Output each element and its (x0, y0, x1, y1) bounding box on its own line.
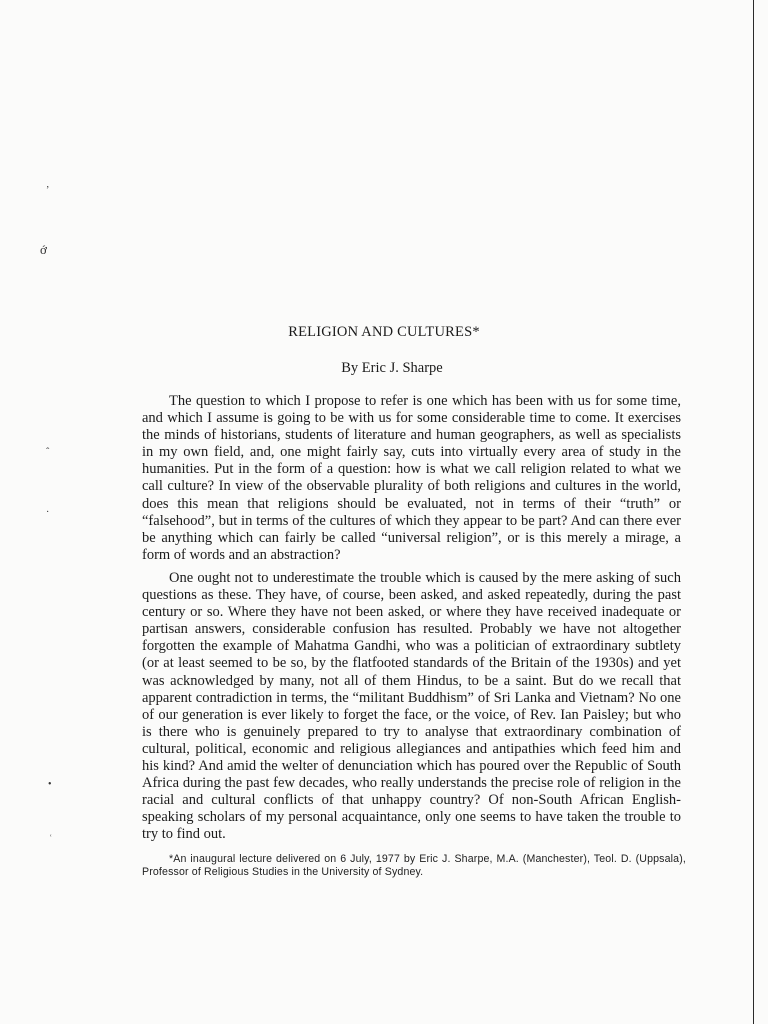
scan-speck: ˆ (46, 447, 50, 458)
scan-speck: • (48, 779, 52, 790)
scan-speck: ʼ (46, 185, 50, 196)
page-edge-line (753, 0, 754, 1024)
footnote: *An inaugural lecture delivered on 6 July, 1977 by Eric J. Sharpe, M.A. (Manchester), Teol. D. (Uppsala), Professor of Religious Studies in the University of Sydney. (142, 853, 686, 878)
author-byline: By Eric J. Sharpe (341, 360, 443, 376)
paragraph: The question to which I propose to refer is one which has been with us for some time, and which I assume is going to be with us for some considerable time to come. It exercises the minds of historians, students of literature and human geographers, as well as specialists in my own field, and, one might fairly say, cuts into virtually every area of study in the humanities. Put in the form of a question: how is what we call religion related to what we call culture? In view of the observable plurality of both religions and cultures in the world, does this mean that religions should be evaluated, not in terms of their “truth” or “falsehood”, but in terms of the cultures of which they appear to be part? And can there ever be anything which can fairly be called “universal religion”, or is this merely a mirage, a form of words and an abstraction? (142, 393, 681, 563)
scan-speck: ớ (40, 242, 47, 257)
paragraph: One ought not to underestimate the trouble which is caused by the mere asking of such questions as these. They have, of course, been asked, and asked repeatedly, during the past century or so. Where they have not been asked, or where they have received inadequate or partisan answers, considerable confusion has resulted. Probably we have not altogether forgotten the example of Mahatma Gandhi, who was a politician of extraordinary subtlety (or at least seemed to be so, by the flatfooted standards of the Britain of the 1930s) and yet was acknowledged by many, not all of them Hindus, to be a saint. But do we recall that apparent contradiction in terms, the “militant Buddhism” of Sri Lanka and Vietnam? No one of our generation is ever likely to forget the face, or the voice, of Rev. Ian Paisley; but who is there who is genuinely prepared to try to analyse that extraordinary combination of cultural, political, economic and religious allegiances and antipathies which feed him and his kind? And amid the welter of denunciation which has poured over the Republic of South Africa during the past few decades, who really understands the precise role of religion in the racial and cultural conflicts of that unhappy country? Of non-South African English-speaking scholars of my personal acquaintance, only one seems to have taken the trouble to try to find out. (142, 569, 681, 843)
scan-speck: · (46, 507, 50, 518)
scan-speck: ʿ (49, 834, 53, 845)
body-text (142, 393, 681, 843)
document-title: RELIGION AND CULTURES* (288, 324, 480, 340)
